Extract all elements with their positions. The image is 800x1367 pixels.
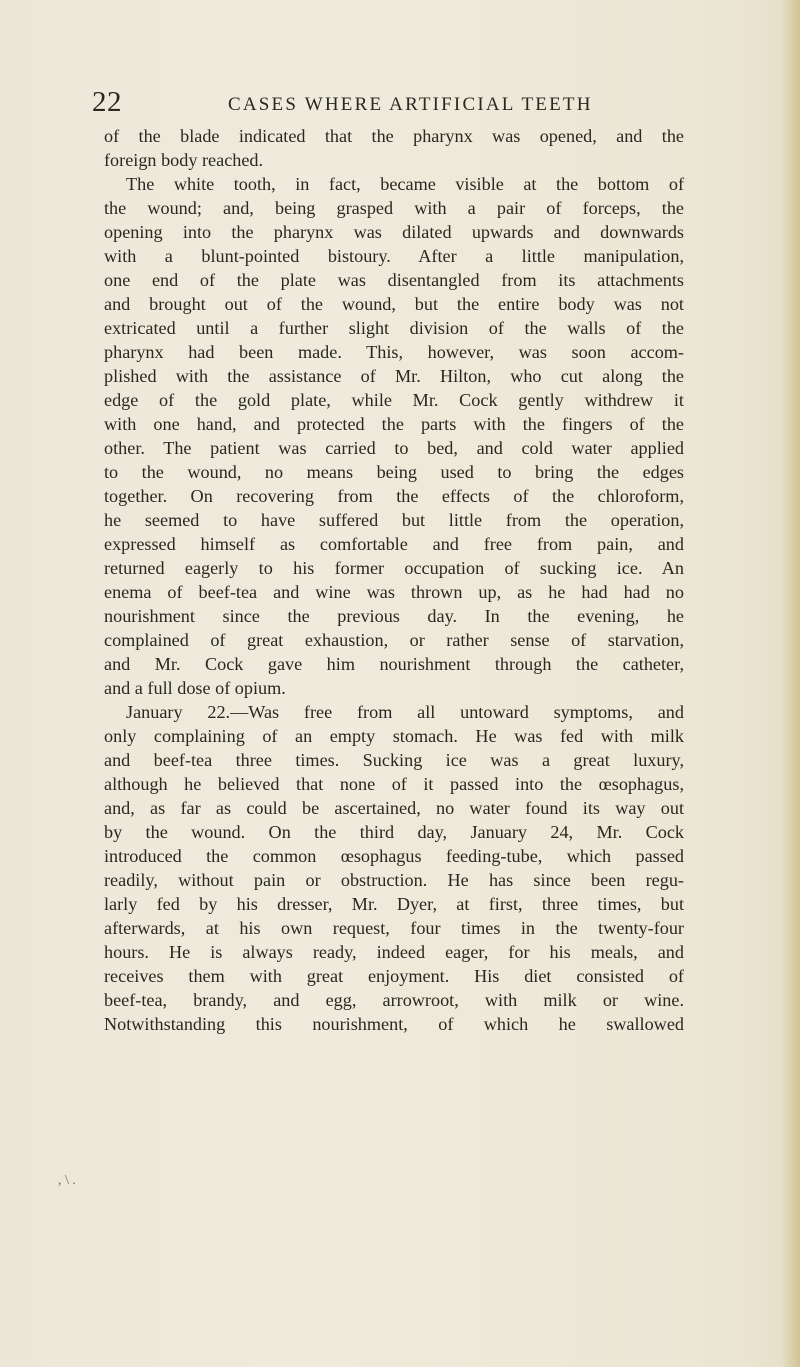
text-line: and brought out of the wound, but the entire body was not [104, 294, 684, 314]
text-line: with one hand, and protected the parts with the fingers of the [104, 414, 684, 434]
text-line: readily, without pain or obstruction. He has since been regu- [104, 870, 684, 890]
text-line: hours. He is always ready, indeed eager, for his meals, and [104, 942, 684, 962]
text-line: other. The patient was carried to bed, and cold water applied [104, 438, 684, 458]
text-line: he seemed to have suffered but little from the operation, [104, 510, 684, 530]
text-line: with a blunt-pointed bistoury. After a little manipulation, [104, 246, 684, 266]
text-line: nourishment since the previous day. In the evening, he [104, 606, 684, 626]
text-line: enema of beef-tea and wine was thrown up, as he had had no [104, 582, 684, 602]
page-edge-shading [782, 0, 800, 1367]
text-line: the wound; and, being grasped with a pair of forceps, the [104, 198, 684, 218]
text-line: by the wound. On the third day, January 24, Mr. Cock [104, 822, 684, 842]
text-line: receives them with great enjoyment. His diet consisted of [104, 966, 684, 986]
text-line: and Mr. Cock gave him nourishment through the catheter, [104, 654, 684, 674]
text-line: and a full dose of opium. [104, 678, 286, 698]
text-line: expressed himself as comfortable and free from pain, and [104, 534, 684, 554]
text-line: plished with the assistance of Mr. Hilton, who cut along the [104, 366, 684, 386]
text-line: extricated until a further slight division of the walls of the [104, 318, 684, 338]
text-line: opening into the pharynx was dilated upwards and downwards [104, 222, 684, 242]
text-line: larly fed by his dresser, Mr. Dyer, at first, three times, but [104, 894, 684, 914]
running-head: CASES WHERE ARTIFICIAL TEETH [228, 94, 593, 115]
text-line: Notwithstanding this nourishment, of which he swallowed [104, 1014, 684, 1034]
text-line: The white tooth, in fact, became visible at the bottom of [126, 174, 684, 194]
text-line: and, as far as could be ascertained, no water found its way out [104, 798, 684, 818]
text-line: beef-tea, brandy, and egg, arrowroot, with milk or wine. [104, 990, 684, 1010]
text-line: edge of the gold plate, while Mr. Cock gently withdrew it [104, 390, 684, 410]
text-line: of the blade indicated that the pharynx was opened, and the [104, 126, 684, 146]
margin-mark: , \ . [58, 1173, 76, 1188]
text-line: January 22.—Was free from all untoward symptoms, and [126, 702, 684, 722]
text-line: afterwards, at his own request, four times in the twenty-four [104, 918, 684, 938]
text-line: and beef-tea three times. Sucking ice was a great luxury, [104, 750, 684, 770]
text-line: only complaining of an empty stomach. He was fed with milk [104, 726, 684, 746]
page-number: 22 [92, 86, 122, 118]
text-line: pharynx had been made. This, however, was soon accom- [104, 342, 684, 362]
text-line: although he believed that none of it passed into the œsophagus, [104, 774, 684, 794]
body-text [104, 124, 684, 1036]
text-line: foreign body reached. [104, 150, 264, 170]
text-line: introduced the common œsophagus feeding-tube, which passed [104, 846, 684, 866]
text-line: returned eagerly to his former occupation of sucking ice. An [104, 558, 684, 578]
text-line: complained of great exhaustion, or rather sense of starvation, [104, 630, 684, 650]
text-line: to the wound, no means being used to bring the edges [104, 462, 684, 482]
text-line: one end of the plate was disentangled from its attachments [104, 270, 684, 290]
text-line: together. On recovering from the effects of the chloroform, [104, 486, 684, 506]
